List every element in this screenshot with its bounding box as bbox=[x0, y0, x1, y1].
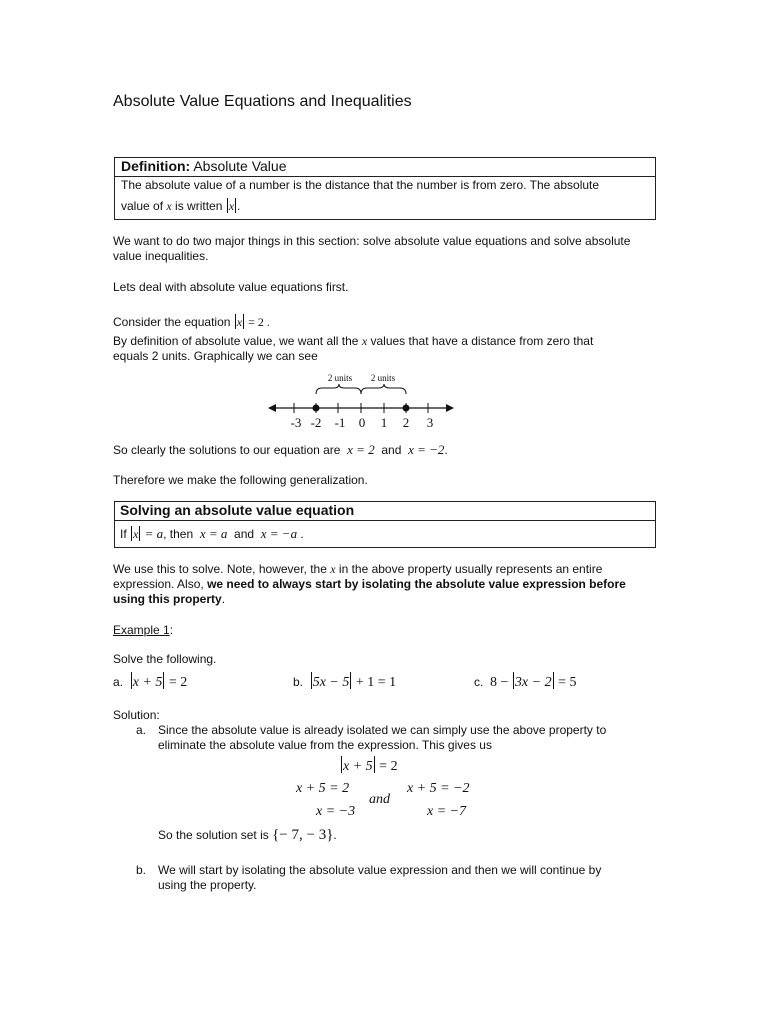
solving-box-title: Solving an absolute value equation bbox=[120, 502, 355, 518]
definition-para-line-2: equals 2 units. Graphically we can see bbox=[113, 349, 318, 363]
intro-line-2: value inequalities. bbox=[113, 249, 209, 263]
we-use-line-3: using this property. bbox=[113, 592, 226, 606]
solution-point-pos2 bbox=[403, 405, 410, 412]
solution-a-line-2: eliminate the absolute value from the expression. This gives us bbox=[158, 738, 492, 752]
tick-label: -2 bbox=[310, 415, 322, 430]
solution-left-1: x + 5 = 2 bbox=[296, 781, 350, 796]
solution-left-2: x = −3 bbox=[316, 804, 356, 819]
we-use-line-1: We use this to solve. Note, however, the x in the above property usually represents an entire bbox=[113, 562, 603, 576]
tick-label: 3 bbox=[426, 415, 434, 430]
tick-label: 2 bbox=[402, 415, 410, 430]
tick-label: -3 bbox=[290, 415, 302, 430]
page-title: Absolute Value Equations and Inequalities bbox=[113, 93, 412, 110]
solution-a-label: a. bbox=[136, 723, 147, 737]
brace-right bbox=[361, 384, 406, 394]
solve-following: Solve the following. bbox=[113, 652, 217, 666]
solution-a-line-1: Since the absolute value is already isolated we can simply use the above property to bbox=[158, 723, 607, 737]
tick-label: 0 bbox=[358, 415, 366, 430]
number-line-figure bbox=[260, 368, 460, 430]
solution-b-line-2: using the property. bbox=[158, 878, 257, 892]
problem-a: a. x + 5 = 2 bbox=[113, 672, 187, 690]
problem-c: c. 8 − 3x − 2 = 5 bbox=[474, 672, 577, 690]
solution-equation: x + 5 = 2 bbox=[340, 756, 398, 775]
solution-b-label: b. bbox=[136, 863, 147, 877]
solution-point-neg2 bbox=[313, 405, 320, 412]
problem-b: b. 5x − 5 + 1 = 1 bbox=[293, 672, 396, 690]
consider-equation: Consider the equation x = 2 . bbox=[113, 315, 270, 329]
brace-label-right: 2 units bbox=[370, 373, 396, 383]
solution-right-2: x = −7 bbox=[427, 804, 467, 819]
definition-topic: Absolute Value bbox=[190, 158, 287, 174]
brace-label-left: 2 units bbox=[327, 373, 353, 383]
right-arrow-icon bbox=[446, 404, 454, 412]
definition-line-2: value of x is written x . bbox=[121, 199, 241, 213]
definition-label: Definition: bbox=[121, 158, 191, 174]
example-heading: Example 1: bbox=[113, 623, 174, 637]
definition-heading bbox=[121, 158, 286, 174]
left-arrow-icon bbox=[268, 404, 276, 412]
solving-box-rule: If x = a, then x = a and x = −a . bbox=[120, 526, 304, 541]
solution-right-1: x + 5 = −2 bbox=[407, 781, 470, 796]
solution-and: and bbox=[369, 792, 390, 807]
solution-b-line-1: We will start by isolating the absolute value expression and then we will continue by bbox=[158, 863, 602, 877]
definition-para-line-1: By definition of absolute value, we want all the x values that have a distance from zero that bbox=[113, 334, 594, 348]
brace-left bbox=[316, 384, 361, 394]
therefore-text: Therefore we make the following generalization. bbox=[113, 473, 368, 487]
solution-label: Solution: bbox=[113, 708, 160, 722]
we-use-line-2: expression. Also, we need to always start by isolating the absolute value expression before bbox=[113, 577, 626, 591]
so-clearly-text: So clearly the solutions to our equation are x = 2 and x = −2. bbox=[113, 442, 448, 457]
intro-line-1: We want to do two major things in this section: solve absolute value equations and solve absolute bbox=[113, 234, 631, 248]
definition-line-1: The absolute value of a number is the distance that the number is from zero. The absolute bbox=[121, 178, 600, 192]
tick-label: -1 bbox=[334, 415, 346, 430]
solution-set: So the solution set is {− 7, − 3}. bbox=[158, 827, 337, 843]
tick-label: 1 bbox=[380, 415, 388, 430]
lets-deal-text: Lets deal with absolute value equations first. bbox=[113, 280, 349, 294]
